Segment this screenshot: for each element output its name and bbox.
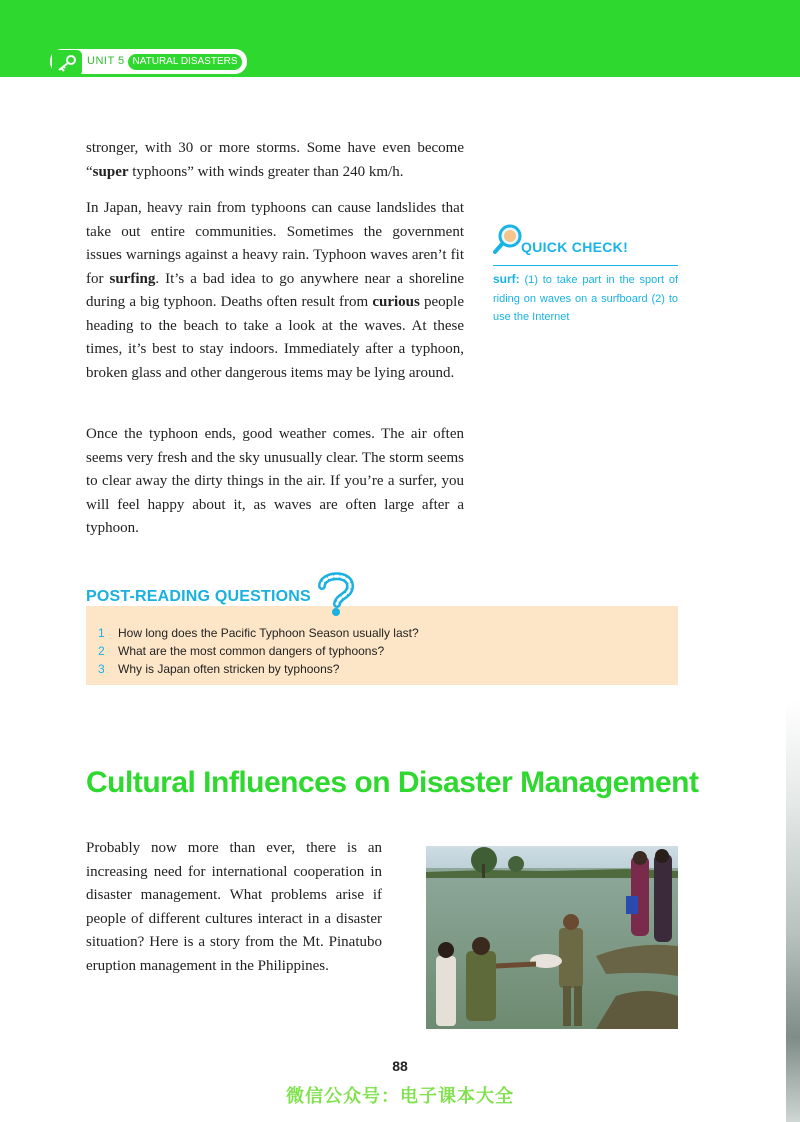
question-text: Why is Japan often stricken by typhoons? (118, 662, 340, 676)
text-run: people heading to the beach to take a look at the waves. At these times, it’s best to stay indoors. Immediately after a typhoon, broken glass and other dangerous items may be lying around. (86, 294, 464, 381)
question-number: 2 (98, 644, 105, 658)
text-run: . It’s a bad idea to go anywhere near a shoreline during a big typhoon. Deaths often result from (86, 270, 464, 310)
keyword: curious (372, 294, 420, 310)
text-run: In Japan, heavy rain from typhoons can cause landslides that take out entire communities. Sometimes the government issues warnings against a heavy rain. Typhoon waves aren’t fit for (86, 200, 464, 287)
question-item (98, 624, 419, 642)
post-reading-list (98, 624, 419, 678)
post-reading-title: POST-READING QUESTIONS (86, 588, 311, 605)
flood-rescue-photo (426, 846, 678, 1029)
text-run: typhoons” with winds greater than 240 km/h. (128, 163, 404, 180)
quick-check-definition-text: (1) to take part in the sport of riding on waves on a surfboard (2) to use the Internet (493, 274, 678, 323)
section-paragraph: Probably now more than ever, there is an increasing need for international cooperation in disaster management. What problems arise if people of different cultures interact in a disaster situation? Here is a story from the Mt. Pinatubo eruption management in the Philippines. (86, 840, 382, 974)
keyword: surfing (109, 270, 156, 287)
article-paragraph-3 (86, 423, 464, 541)
article-paragraph-2 (86, 197, 464, 385)
unit-label: UNIT 5 (87, 55, 125, 67)
question-number: 3 (98, 662, 105, 676)
section-title: Cultural Influences on Disaster Management (86, 766, 699, 799)
key-icon (52, 50, 82, 76)
question-text: How long does the Pacific Typhoon Season usually last? (118, 626, 419, 640)
question-text: What are the most common dangers of typhoons? (118, 644, 385, 658)
text-run: Once the typhoon ends, good weather comes. The air often seems very fresh and the sky unusually clear. The storm seems to clear away the dirty things in the air. If you’re a surfer, you will feel happy about it, as waves are often large after a typhoon. (86, 426, 464, 536)
quick-check-divider (493, 265, 678, 266)
unit-title: NATURAL DISASTERS (128, 54, 242, 70)
question-number: 1 (98, 626, 105, 640)
page-number: 88 (392, 1058, 408, 1074)
page-edge-shadow (786, 700, 800, 1122)
magnifier-icon (493, 224, 523, 254)
quick-check-title: QUICK CHECK! (521, 239, 629, 255)
article-paragraph-1 (86, 137, 464, 184)
question-mark-icon (312, 570, 360, 618)
quick-check-term: surf: (493, 272, 520, 286)
question-item (98, 660, 419, 678)
quick-check-definition (493, 270, 678, 327)
question-item (98, 642, 419, 660)
watermark-text: 微信公众号：电子课本大全 (286, 1086, 514, 1107)
keyword: super (92, 163, 129, 180)
text-run: stronger, with 30 or more storms. Some have even become “ (86, 140, 464, 180)
